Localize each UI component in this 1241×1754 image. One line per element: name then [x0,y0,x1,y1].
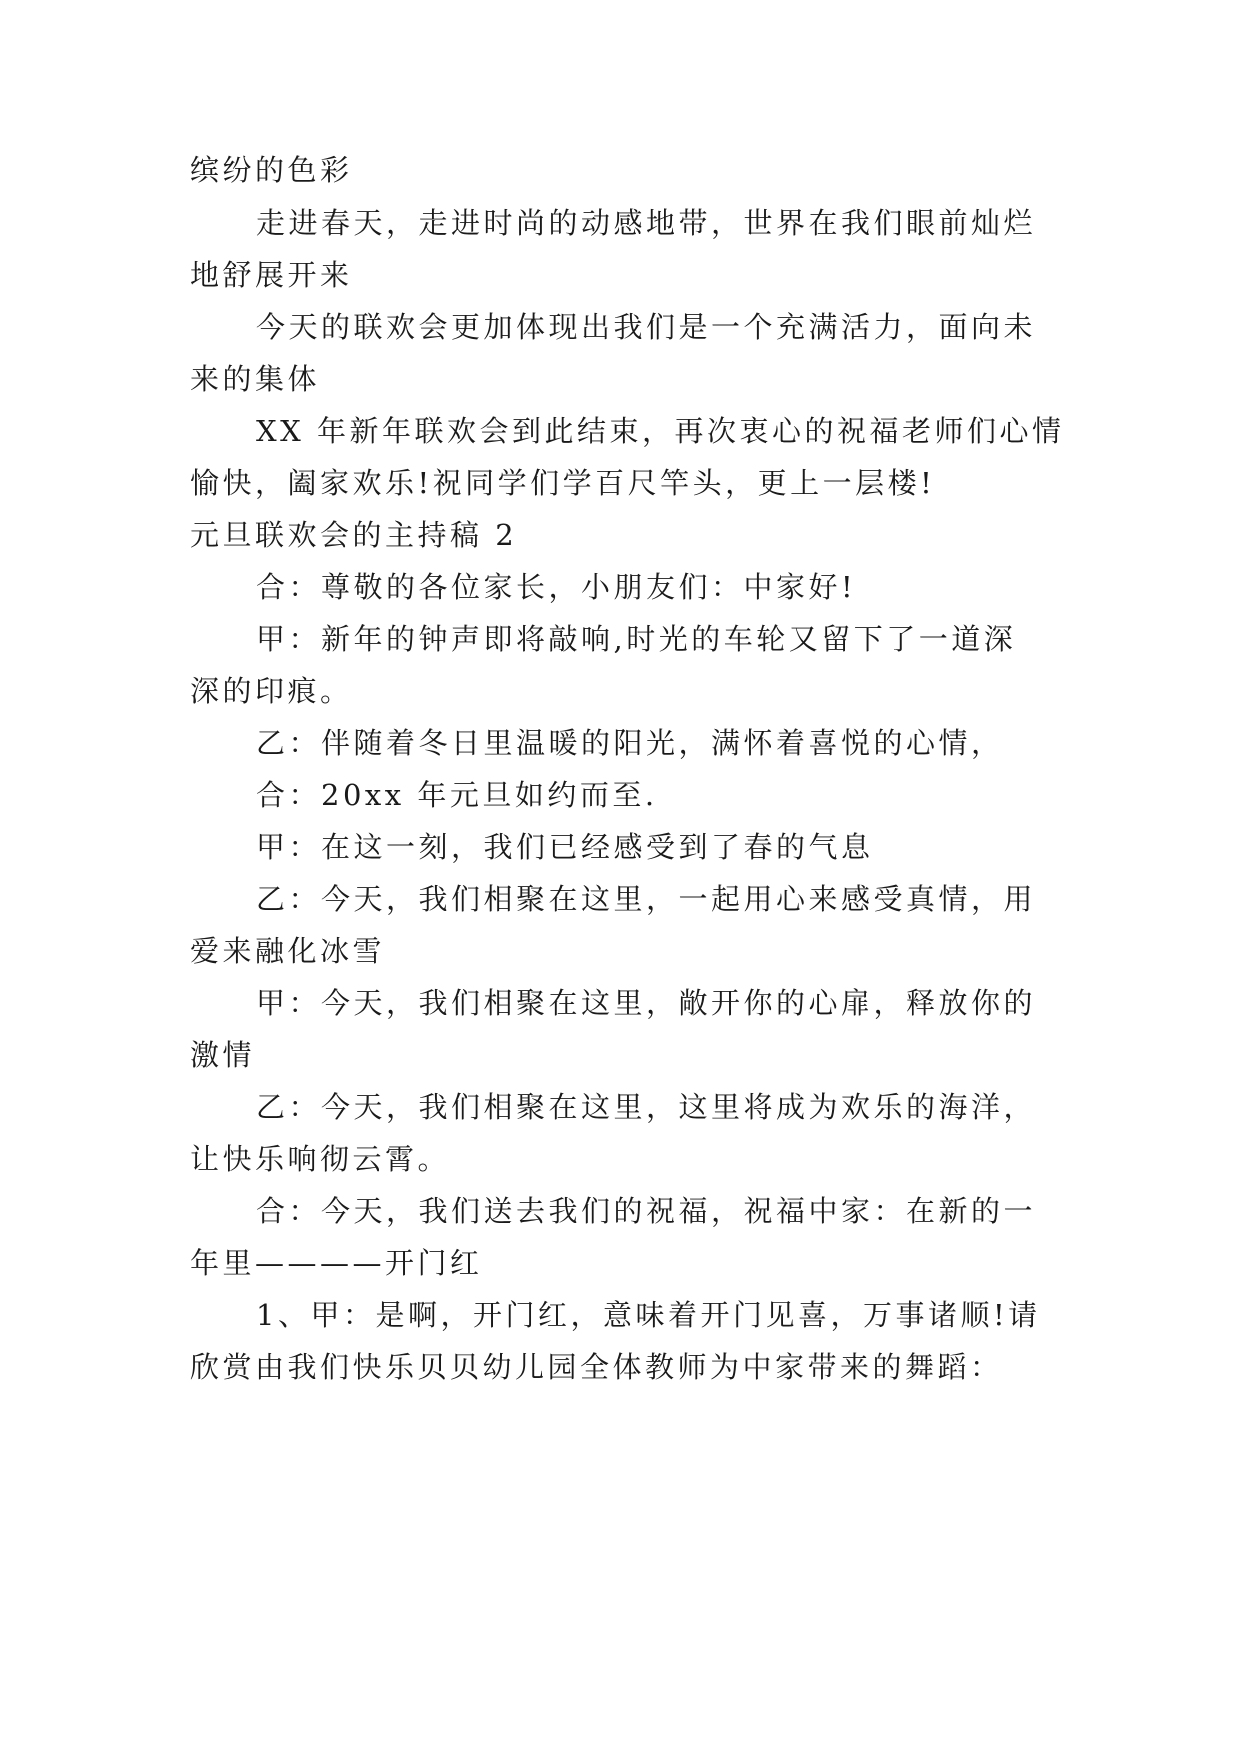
text-line: 深的印痕。 [190,674,353,708]
text-line: 甲：在这一刻，我们已经感受到了春的气息 [256,830,874,864]
text-line: 今天的联欢会更加体现出我们是一个充满活力，面向未 [256,310,1037,344]
text-line: 乙：今天，我们相聚在这里，这里将成为欢乐的海洋， [256,1090,1037,1124]
text-line: 地舒展开来 [190,258,353,292]
text-line: 欣赏由我们快乐贝贝幼儿园全体教师为中家带来的舞蹈： [190,1350,1003,1384]
text-line: 来的集体 [190,362,321,396]
text-line: 走进春天，走进时尚的动感地带，世界在我们眼前灿烂 [256,206,1037,240]
text-line: 缤纷的色彩 [190,153,353,187]
text-line: 愉快，阖家欢乐!祝同学们学百尺竿头，更上一层楼! [190,466,936,500]
text-line: 激情 [190,1038,256,1072]
text-line: 甲：新年的钟声即将敲响,时光的车轮又留下了一道深 [256,622,1017,656]
text-line: 年里————开门红 [190,1246,483,1280]
text-line: 让快乐响彻云霄。 [190,1142,451,1176]
section-heading: 元旦联欢会的主持稿 2 [190,518,518,552]
text-line: XX 年新年联欢会到此结束，再次衷心的祝福老师们心情 [256,414,1065,448]
text-line: 乙：今天，我们相聚在这里，一起用心来感受真情，用 [256,882,1037,916]
text-line: 甲：今天，我们相聚在这里，敞开你的心扉，释放你的 [256,986,1037,1020]
text-line: 1、甲：是啊，开门红，意味着开门见喜，万事诸顺!请 [256,1298,1041,1332]
text-line: 合：尊敬的各位家长，小朋友们：中家好! [256,570,857,604]
text-line: 乙：伴随着冬日里温暖的阳光，满怀着喜悦的心情， [256,726,1004,760]
text-line: 爱来融化冰雪 [190,934,386,968]
text-line: 合：今天，我们送去我们的祝福，祝福中家：在新的一 [256,1194,1037,1228]
text-line: 合：20xx 年元旦如约而至. [256,778,658,812]
